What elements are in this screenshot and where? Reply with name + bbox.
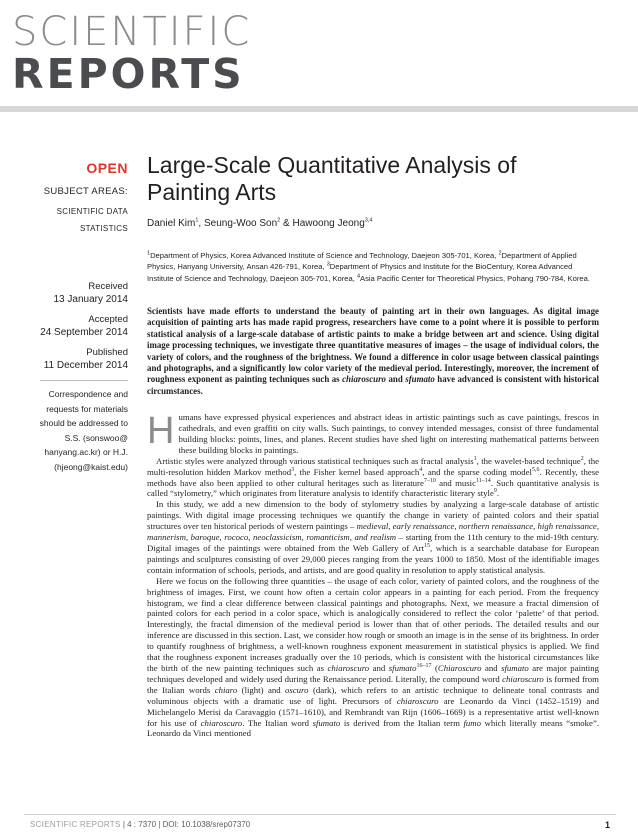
author-affiliation-ref: 2	[277, 217, 281, 224]
citation-ref[interactable]: 9	[493, 488, 497, 495]
italic-term: sfumato	[501, 662, 529, 673]
paragraph-text: – starting from the 11th century to the mid-19th century. Digital images of the paintings were obtained from the Web Gallery of Art	[147, 532, 599, 554]
affiliation-number: 4	[356, 273, 361, 280]
paragraph-text: are major painting techniques developed and widely used during the Renaissance period. Literally, the compound word	[147, 662, 599, 684]
affiliation-text: Department of Physics and Institute for the BioCentury, Korea Advanced Institute of Science and Technology, Daejeon 305-701, Korea,	[147, 262, 573, 283]
paragraph-text: (	[431, 662, 438, 673]
italic-term: sfumato	[312, 717, 341, 728]
citation-ref[interactable]: 16–17	[416, 663, 432, 670]
affiliation-number: 2	[498, 250, 502, 257]
article-sidebar	[0, 160, 128, 474]
footer-rule	[24, 814, 616, 815]
paragraph-text: is derived from the Italian term	[340, 717, 464, 728]
footer-journal-name: SCIENTIFIC REPORTS	[30, 820, 121, 829]
received-label: Received	[88, 281, 128, 292]
paragraph-text: umans have expressed physical experiences and abstract ideas in artistic paintings such as cave paintings, frescos in cathedrals, and even graffiti on city walls. Such paintings, to convey intended messages, consist of three fundamental building blocks: points, lines, and planes. Recent studies have shed light on interesting mathematical patterns between these building blocks in paintings.	[178, 412, 599, 455]
citation-ref[interactable]: 15	[424, 543, 431, 550]
correspondence-line: Correspondence and	[48, 389, 128, 399]
article-body	[147, 412, 599, 739]
italic-term: Chiaroscuro	[437, 662, 482, 673]
subject-area-link[interactable]: STATISTICS	[79, 224, 128, 233]
paragraph-text: , the multi-resolution hidden Markov method	[147, 455, 599, 477]
affiliation-text: Asia Pacific Center for Theoretical Physics, Pohang 790-784, Korea.	[360, 273, 590, 283]
logo-scientific: SCIENTIFIC	[12, 9, 252, 55]
citation-ref[interactable]: 2	[580, 455, 584, 462]
author-name: Hawoong Jeong	[292, 218, 365, 229]
author-separator: ,	[198, 218, 204, 229]
author-affiliation-ref: 1	[195, 217, 199, 224]
open-access-badge: OPEN	[86, 160, 128, 176]
paragraph-text: . Recently, these methods have also been applied to other cultural heritages such as literature	[147, 466, 599, 488]
italic-term: chiaroscuro	[502, 673, 544, 684]
paragraph-text: , the Fisher kernel based approach	[294, 466, 420, 477]
drop-cap: H	[147, 410, 175, 453]
article-main	[147, 152, 599, 739]
citation-ref[interactable]: 3	[291, 466, 295, 473]
correspondence-line: S.S. (sonswoo@	[64, 432, 128, 443]
affiliation-text: Department of Physics, Korea Advanced Institute of Science and Technology, Daejeon 305-701, Korea,	[150, 251, 499, 260]
abstract	[147, 306, 599, 397]
abstract-text: and	[386, 374, 406, 385]
italic-term: chiaro	[214, 684, 238, 695]
abstract-term: chiaroscuro	[342, 374, 386, 385]
logo-reports: REPORTS	[12, 50, 245, 98]
italic-term: fumo	[463, 717, 481, 728]
body-paragraph	[147, 576, 599, 740]
header-rule	[0, 106, 638, 112]
body-paragraph	[147, 499, 599, 575]
publication-dates	[0, 281, 128, 372]
published-date: 11 December 2014	[43, 360, 128, 371]
paragraph-text: (dark), which refers to an artistic technique to delineate tonal contrasts and voluminous objects with a dramatic use of light. Precursors of	[147, 684, 599, 706]
citation-ref[interactable]: 4	[419, 466, 423, 473]
paragraph-text: and music	[435, 477, 476, 488]
author-list	[147, 218, 599, 229]
citation-ref[interactable]: 1	[473, 455, 477, 462]
author-name: Daniel Kim	[147, 218, 196, 229]
italic-term: oscuro	[285, 684, 309, 695]
correspondence-line: hanyang.ac.kr) or H.J.	[44, 447, 128, 457]
paragraph-text: , which is a searchable database for European paintings and sculptures consisting of over 29,000 pieces ranging from the years 1000 to 1850. Most of the identifiable images contain information of schools, periods, and artists, and are good quality in resolution to apply statistical analysis.	[147, 543, 599, 575]
published-label: Published	[86, 347, 128, 358]
italic-term: chiaroscuro	[327, 662, 370, 673]
italic-term: chiaroscuro	[200, 717, 243, 728]
affiliations	[147, 250, 599, 284]
correspondence-divider	[40, 380, 128, 381]
citation-ref[interactable]: 7–10	[423, 477, 436, 484]
body-paragraph	[147, 456, 599, 500]
abstract-text: Scientists have made efforts to understand the beauty of painting art in their own languages. As digital image acquisition of painting arts has made rapid progress, researchers have come to a point where it is possible to perform statistical analysis of a large-scale database of artistic paints to make a bridge between art and science. Using digital image processing techniques, we investigate three quantitative measures of images – the usage of individual colors, the variety of colors, and the roughness of the brightness. We found a difference in color usage between classical paintings and photographs, and a significantly low color variety of the medieval period. Interestingly, moreover, the increment of roughness exponent as painting techniques such as	[147, 305, 599, 385]
accepted-date: 24 September 2014	[40, 327, 128, 338]
paragraph-text: . Such quantitative analysis is called “stylometry,” which originates from literature analysis to identify characteristic literary style	[147, 477, 599, 499]
footer-citation: | 4 : 7370 | DOI: 10.1038/srep07370	[120, 820, 251, 829]
subject-areas-heading: SUBJECT AREAS:	[43, 186, 128, 197]
paragraph-text: , and the sparse coding model	[422, 466, 532, 477]
affiliation-text: Department of Applied Physics, Hanyang University, Ansan 426-791, Korea,	[147, 251, 577, 272]
paragraph-text: Here we focus on the following three quantities – the usage of each color, variety of painted colors, and the roughness of the brightness of images. First, we count how often a certain color appears in a painting for each period. From the frequency histogram, we find a clear difference between classical paintings and photographs. Next, we measure a fractal dimension of painted colors for each period in a color space, which is analogically considered to reflect the color ‘palette’ of that period. Interestingly, the fractal dimension of the medieval period is lower than that of other periods. The detailed results and our inference are discussed in this section. Last, we consider how rough or smooth an image is in the sense of its brightness. In order to quantify roughness of brightness, a well-known roughness exponent measurement in statistical physics is applied. We find that the roughness exponent increases gradually over the 10 periods, which is consistent with the historical circumstances like the birth of the new painting techniques such as	[147, 575, 599, 673]
paragraph-text: and	[481, 662, 502, 673]
accepted-label: Accepted	[88, 314, 128, 325]
italic-term: chiaroscuro	[396, 695, 439, 706]
author-separator: &	[280, 218, 293, 229]
journal-logo	[12, 9, 252, 98]
paragraph-text: (light) and	[237, 684, 286, 695]
page-footer	[30, 820, 610, 829]
period-list: medieval, early renaissance, northern renaissance, high renaissance, mannerism, baroque, rococo, neoclassicism, romanticism, and realism	[147, 521, 600, 543]
paragraph-text: Artistic styles were analyzed through various statistical techniques such as fractal analysis	[156, 455, 474, 466]
paragraph-text: .	[496, 488, 500, 499]
paragraph-text: which literally means “smoke”. Leonardo da Vinci mentioned	[147, 717, 600, 739]
correspondence-line: should be addressed to	[39, 418, 128, 428]
affiliation-number: 3	[326, 261, 330, 268]
paragraph-text: In this study, we add a new dimension to the body of stylometry studies by analyzing a large-scale database of artistic paintings. With digital image processing techniques we quantify the change in variety of painted colors and their spatial structures over ten historical periods of western paintings –	[147, 499, 599, 532]
correspondence-line: requests for materials	[46, 403, 128, 414]
abstract-text: have advanced is consistent with historical circumstances.	[147, 374, 599, 396]
received-date: 13 January 2014	[53, 294, 128, 305]
paragraph-text: are Leonardo da Vinci (1452–1519) and Michelangelo Merisi da Caravaggio (1571–1610), and Rembrandt van Rijn (1606–1669) is a representative artist well-known for his use of	[147, 695, 599, 728]
italic-term: sfumato	[388, 662, 417, 673]
citation-ref[interactable]: 11–14	[475, 477, 491, 484]
subject-area-link[interactable]: SCIENTIFIC DATA	[56, 207, 128, 216]
author-name: Seung-Woo Son	[203, 218, 278, 229]
abstract-term: sfumato	[405, 374, 435, 385]
paragraph-text: , the wavelet-based technique	[476, 455, 581, 466]
paragraph-text: is formed from the Italian words	[147, 673, 599, 695]
page-number: 1	[604, 820, 610, 830]
paragraph-text: and	[369, 662, 389, 673]
body-paragraph	[147, 412, 599, 456]
correspondence-note	[0, 387, 128, 474]
affiliation-number: 1	[147, 250, 151, 257]
correspondence-line: (hjeong@kaist.edu)	[54, 461, 128, 472]
citation-ref[interactable]: 5,6	[531, 466, 540, 473]
paragraph-text: . The Italian word	[242, 717, 313, 728]
author-affiliation-ref: 3,4	[364, 217, 373, 224]
article-title: Large-Scale Quantitative Analysis of Painting Arts	[147, 152, 517, 205]
